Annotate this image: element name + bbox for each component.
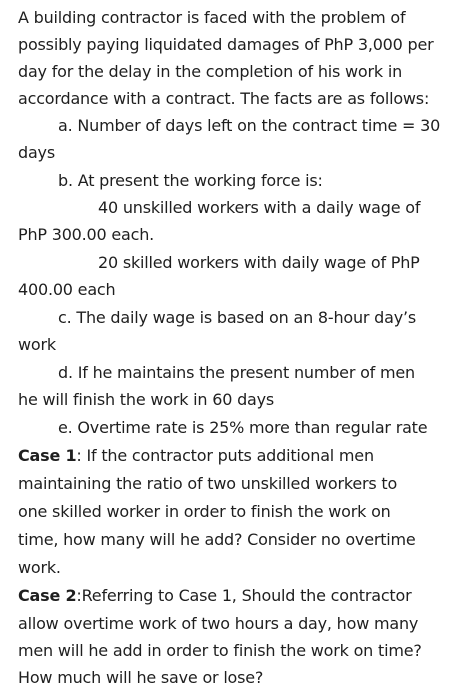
case-line: work. bbox=[18, 558, 61, 577]
case-line: allow overtime work of two hours a day, how many bbox=[18, 614, 419, 633]
fact-line: b. At present the working force is: bbox=[58, 171, 323, 190]
fact-line: he will finish the work in 60 days bbox=[18, 390, 275, 409]
case-1-label: Case 1 bbox=[18, 446, 77, 465]
case-line: men will he add in order to finish the work on time? bbox=[18, 641, 422, 660]
case-line: time, how many will he add? Consider no overtime bbox=[18, 530, 416, 549]
case-line: maintaining the ratio of two unskilled workers to bbox=[18, 474, 398, 493]
intro-line: possibly paying liquidated damages of PhP 3,000 per bbox=[18, 35, 434, 54]
intro-line: accordance with a contract. The facts are as follows: bbox=[18, 89, 430, 108]
case-2-text: :Referring to Case 1, Should the contractor bbox=[76, 586, 412, 605]
case-line: one skilled worker in order to finish the work on bbox=[18, 502, 391, 521]
case-1-first-line bbox=[18, 446, 374, 466]
case-line: How much will he save or lose? bbox=[18, 668, 264, 687]
intro-line: A building contractor is faced with the problem of bbox=[18, 8, 406, 27]
fact-line: work bbox=[18, 335, 56, 354]
case-2-first-line bbox=[18, 586, 411, 606]
fact-line: days bbox=[18, 143, 55, 162]
fact-line: 40 unskilled workers with a daily wage of bbox=[98, 198, 421, 217]
intro-line: day for the delay in the completion of his work in bbox=[18, 62, 403, 81]
fact-line: a. Number of days left on the contract time = 30 bbox=[58, 116, 441, 135]
case-2-label: Case 2 bbox=[18, 586, 77, 605]
case-1-text: : If the contractor puts additional men bbox=[76, 446, 374, 465]
fact-line: e. Overtime rate is 25% more than regular rate bbox=[58, 418, 428, 437]
fact-line: c. The daily wage is based on an 8-hour day’s bbox=[58, 308, 417, 327]
fact-line: PhP 300.00 each. bbox=[18, 225, 155, 244]
fact-line: 400.00 each bbox=[18, 280, 116, 299]
fact-line: d. If he maintains the present number of men bbox=[58, 363, 415, 382]
fact-line: 20 skilled workers with daily wage of PhP bbox=[98, 253, 420, 272]
